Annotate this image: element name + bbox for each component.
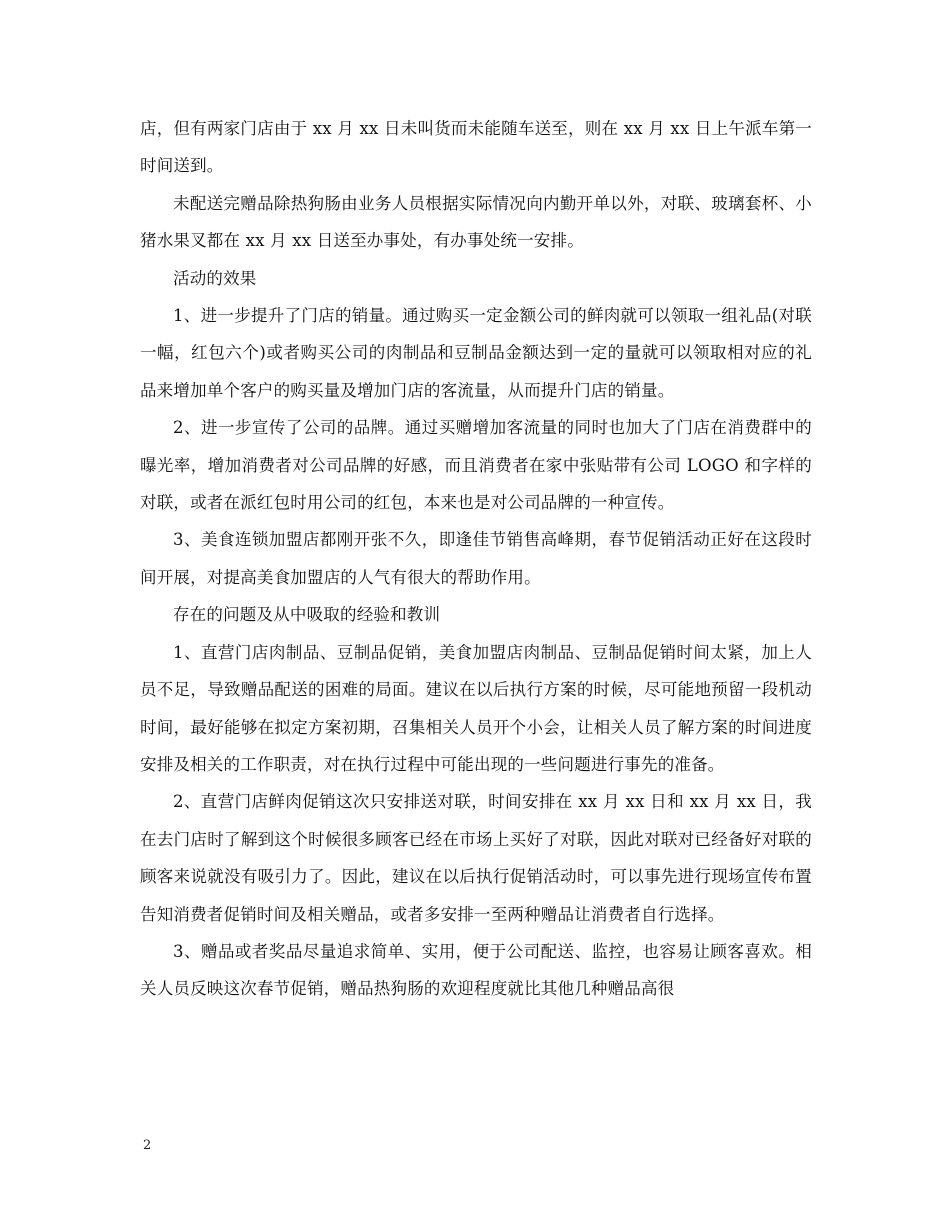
paragraph-problem-2: 2、直营门店鲜肉促销这次只安排送对联，时间安排在 xx 月 xx 日和 xx 月 xx 日，我在去门店时了解到这个时候很多顾客已经在市场上买好了对联，因此对联对已经备好对联的顾客来说就没有吸引力了。因此，建议在以后执行促销活动时，可以事先进行现场宣传布置告知消费者促销时间及相关赠品，或者多安排一至两种赠品让消费者自行选择。 [140,792,812,924]
paragraph-effect-3: 3、美食连锁加盟店都刚开张不久，即逢佳节销售高峰期，春节促销活动正好在这段时间开展，对提高美食加盟店的人气有很大的帮助作用。 [140,530,812,587]
paragraph-continuation: 店，但有两家门店由于 xx 月 xx 日未叫货而未能随车送至，则在 xx 月 xx 日上午派车第一时间送到。 [140,119,812,176]
section-heading-problems: 存在的问题及从中吸取的经验和教训 [173,605,441,625]
paragraph-effect-2: 2、进一步宣传了公司的品牌。通过买赠增加客流量的同时也加大了门店在消费群中的曝光率，增加消费者对公司品牌的好感，而且消费者在家中张贴带有公司 LOGO 和字样的对联，或者在派红包时用公司的红包，本来也是对公司品牌的一种宣传。 [140,418,812,513]
paragraph-undelivered-gifts: 未配送完赠品除热狗肠由业务人员根据实际情况向内勤开单以外，对联、玻璃套杯、小猪水果叉都在 xx 月 xx 日送至办事处，有办事处统一安排。 [140,193,812,251]
document-body [140,110,812,1008]
section-heading-effects: 活动的效果 [173,268,257,288]
paragraph-problem-1: 1、直营门店肉制品、豆制品促销，美食加盟店肉制品、豆制品促销时间太紧，加上人员不足，导致赠品配送的困难的局面。建议在以后执行方案的时候，尽可能地预留一段机动时间，最好能够在拟定方案初期，召集相关人员开个小会，让相关人员了解方案的时间进度安排及相关的工作职责，对在执行过程中可能出现的一些问题进行事先的准备。 [140,642,812,774]
paragraph-problem-3: 3、赠品或者奖品尽量追求简单、实用，便于公司配送、监控，也容易让顾客喜欢。相关人员反映这次春节促销，赠品热狗肠的欢迎程度就比其他几种赠品高很 [140,941,812,999]
page-number: 2 [143,1138,152,1153]
paragraph-effect-1: 1、进一步提升了门店的销量。通过购买一定金额公司的鲜肉就可以领取一组礼品(对联一幅，红包六个)或者购买公司的肉制品和豆制品金额达到一定的量就可以领取相对应的礼品来增加单个客户的购买量及增加门店的客流量，从而提升门店的销量。 [140,306,812,400]
